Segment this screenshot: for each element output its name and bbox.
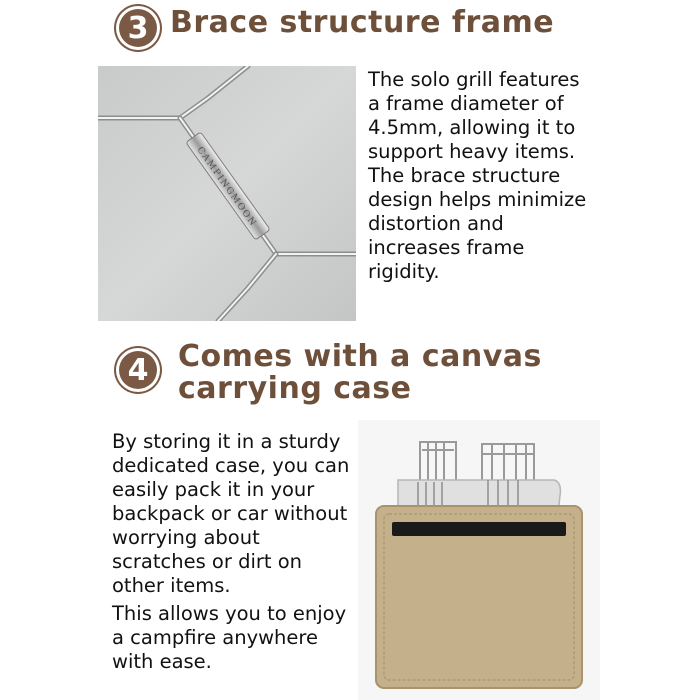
brace-frame-illustration xyxy=(98,66,356,321)
canvas-case-illustration xyxy=(358,420,600,700)
section-description: The solo grill features a frame diameter of 4.5mm, allowing it to support heavy items. The brace structure design helps minimize distortion and increases frame rigidity. xyxy=(368,68,587,283)
step-number: 3 xyxy=(127,10,149,46)
section-description: By storing it in a sturdy dedicated case, you can easily pack it in your backpack or car without worrying about scratches or dirt on other items. xyxy=(112,430,350,597)
section-title-line-1: Comes with a canvas xyxy=(178,339,542,374)
section-title-line-2: carrying case xyxy=(178,371,412,406)
step-number-badge xyxy=(116,348,160,392)
step-number-badge xyxy=(116,6,160,50)
canvas-case-photo xyxy=(358,420,600,700)
step-number: 4 xyxy=(127,352,149,388)
brace-frame-photo xyxy=(98,66,356,321)
section-description-extra: This allows you to enjoy a campfire anywhere with ease. xyxy=(112,602,347,673)
section-title: Brace structure frame xyxy=(170,5,555,40)
engraved-brand-text: CAMPINGMOON xyxy=(194,145,259,229)
